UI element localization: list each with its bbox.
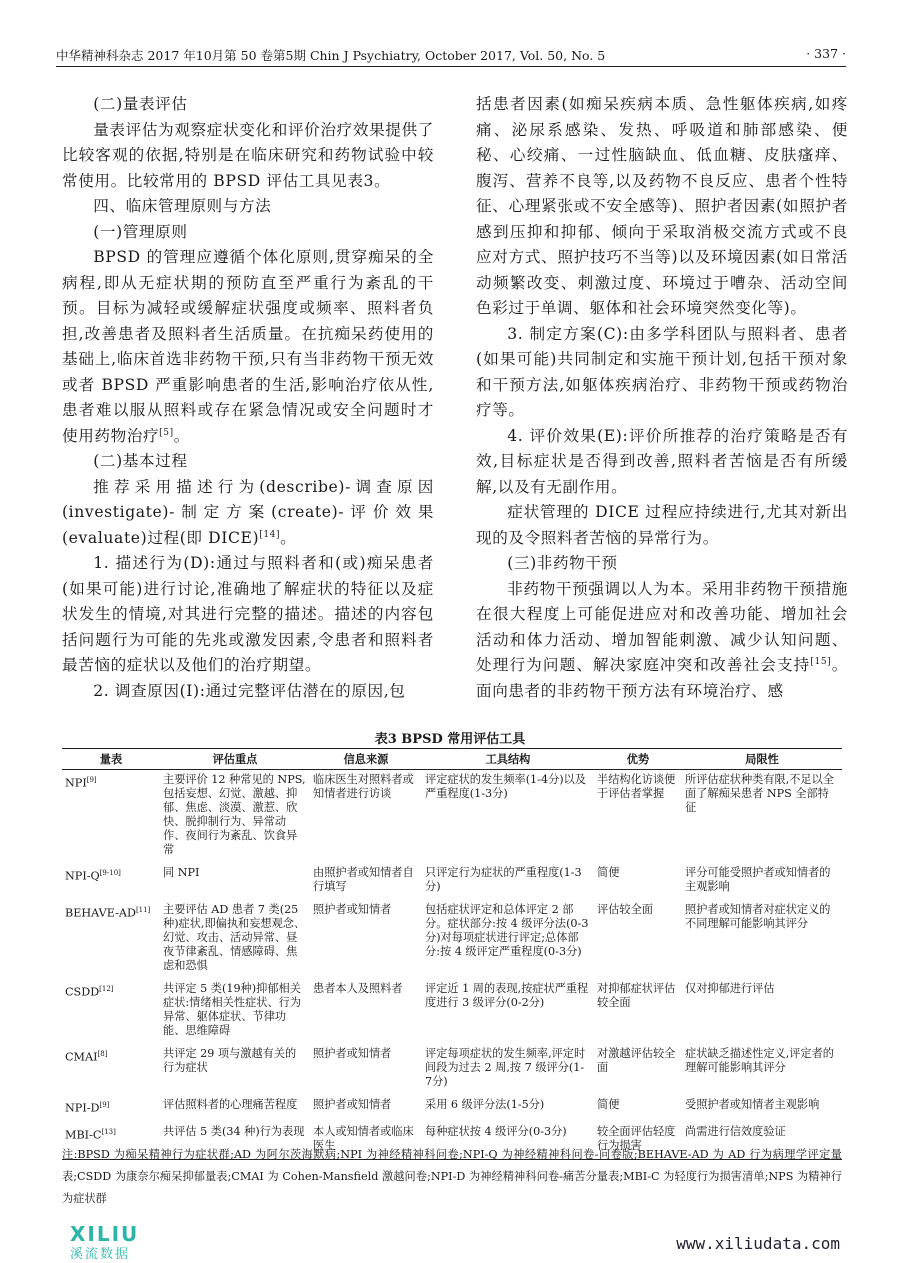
- cell-limit: 所评估症状种类有限,不足以全面了解痴呆患者 NPS 全部特征: [685, 773, 834, 814]
- paragraph: BPSD 的管理应遵循个体化原则,贯穿痴呆的全病程,即从无症状期的预防直至严重行为紊乱的干预。目标为减轻或缓解症状强度或频率、照料者负担,改善患者及照料者生活质量。在抗痴呆药使用的基础上,临床首选非药物干预,只有当非药物干预无效或者 BPSD 严重影响患者的生活,影响治疗依从性,患者难以服从照料或存在紧急情况或安全问题时才使用药物治疗[5]。: [62, 248, 434, 445]
- table-caption: 表3 BPSD 常用评估工具: [374, 732, 526, 747]
- cell-focus: 同 NPI: [163, 866, 200, 879]
- table-row: [62, 770, 842, 864]
- cell-source: 照护者或知情者: [313, 903, 392, 916]
- paragraph: 括患者因素(如痴呆疾病本质、急性躯体疾病,如疼痛、泌尿系感染、发热、呼吸道和肺部感染、便秘、心绞痛、一过性脑缺血、低血糖、皮肤瘙痒、腹泻、营养不良等,以及药物不良反应、患者个性特征、心理紧张或不安全感等)、照护者因素(如照护者感到压抑和抑郁、倾向于采取消极交流方式或不良应对方式、照护技巧不当等)以及环境因素(如日常活动频繁改变、刺激过度、环境过于嘈杂、活动空间色彩过于单调、躯体和社会环境突然变化等)。: [476, 95, 848, 317]
- scale-name: MBI-C[13]: [62, 1122, 160, 1160]
- cell-structure: 评定症状的发生频率(1-4分)以及严重程度(1-3分): [425, 773, 586, 800]
- column-header: 量表: [62, 749, 160, 770]
- paragraph: 非药物干预强调以人为本。采用非药物干预措施在很大程度上可能促进应对和改善功能、增加社会活动和体力活动、增加智能刺激、减少认知问题、处理行为问题、解决家庭冲突和改善社会支持[15]。面向患者的非药物干预方法有环境治疗、感: [476, 579, 848, 700]
- paragraph: (三)非药物干预: [507, 554, 618, 572]
- assessment-tools-table: [62, 748, 842, 1160]
- cell-structure: 只评定行为症状的严重程度(1-3分): [425, 866, 582, 893]
- cell-limit: 受照护者或知情者主观影响: [685, 1098, 820, 1111]
- column-header: 信息来源: [310, 749, 422, 770]
- paragraph: 四、临床管理原则与方法: [93, 197, 272, 215]
- cell-advantage: 半结构化访谈便于评估者掌握: [597, 773, 676, 800]
- cell-focus: 主要评价 12 种常见的 NPS,包括妄想、幻觉、激越、抑郁、焦虑、淡漠、激惹、欣快、脱抑制行为、异常动作、夜间行为紊乱、饮食异常: [163, 773, 306, 856]
- right-column: [476, 92, 848, 704]
- paragraph: 2. 调查原因(I):通过完整评估潜在的原因,包: [93, 681, 406, 700]
- cell-source: 由照护者或知情者自行填写: [313, 866, 414, 893]
- paragraph: 3. 制定方案(C):由多学科团队与照料者、患者(如果可能)共同制定和实施干预计划,包括干预对象和干预方法,如躯体疾病治疗、非药物干预或药物治疗等。: [476, 324, 848, 419]
- table-row: [62, 1044, 842, 1095]
- cell-focus: 评估照料者的心理痛苦程度: [163, 1098, 298, 1111]
- cell-advantage: 对激越评估较全面: [597, 1047, 676, 1074]
- cell-structure: 评定近 1 周的表现,按症状严重程度进行 3 级评分(0-2分): [425, 982, 589, 1009]
- paragraph: (一)管理原则: [93, 222, 188, 241]
- xiliu-logo: [62, 1222, 172, 1262]
- cell-limit: 仅对抑郁进行评估: [685, 982, 775, 995]
- paragraph: 症状管理的 DICE 过程应持续进行,尤其对新出现的及令照料者苦恼的异常行为。: [476, 503, 848, 547]
- cell-source: 照护者或知情者: [313, 1098, 392, 1111]
- table-row: [62, 1095, 842, 1122]
- table-row: [62, 863, 842, 900]
- logo-chinese: 溪流数据: [70, 1247, 131, 1262]
- cell-focus: 共评定 29 项与激越有关的行为症状: [163, 1047, 297, 1074]
- cell-advantage: 简便: [597, 866, 620, 879]
- scale-name: CSDD[12]: [65, 985, 114, 999]
- citation-ref: [5]: [159, 427, 174, 438]
- table-header-row: [62, 749, 842, 770]
- cell-structure: 采用 6 级评分法(1-5分): [425, 1098, 545, 1111]
- cell-advantage: 对抑郁症状评估较全面: [597, 982, 676, 1009]
- cell-advantage: 简便: [597, 1098, 620, 1111]
- paragraph: 1. 描述行为(D):通过与照料者和(或)痴呆患者(如果可能)进行讨论,准确地了解症状的特征以及症状发生的情境,对其进行完整的描述。描述的内容包括问题行为可能的先兆或激发因素,令患者和照料者最苦恼的症状以及他们的治疗期望。: [62, 554, 434, 674]
- scale-name: CMAI[8]: [65, 1050, 108, 1064]
- scale-name: BEHAVE-AD[11]: [65, 906, 151, 920]
- paragraph: 推荐采用描述行为(describe)-调查原因(investigate)-制定方案(create)-评价效果(evaluate)过程(即 DICE)[14]。: [62, 477, 434, 547]
- cell-focus: 主要评估 AD 患者 7 类(25种)症状,即偏执和妄想观念、幻觉、攻击、活动异常、昼夜节律紊乱、情感障碍、焦虑和恐惧: [163, 903, 306, 972]
- cell-limit: 症状缺乏描述性定义,评定者的理解可能影响其评分: [685, 1047, 834, 1074]
- cell-source: 患者本人及照料者: [313, 982, 403, 995]
- website-url: www.xiliudata.com: [676, 1234, 840, 1253]
- cell-structure: 评定每项症状的发生频率,评定时间段为过去 2 周,按 7 级评分(1-7分): [425, 1047, 586, 1088]
- cell-source: 本人或知情者或临床医生: [310, 1122, 422, 1160]
- cell-focus: 共评估 5 类(34 种)行为表现: [160, 1122, 310, 1160]
- cell-advantage: 较全面评估轻度行为损害: [594, 1122, 682, 1160]
- cell-structure: 包括症状评定和总体评定 2 部分。症状部分:按 4 级评分法(0-3分)对每项症状进行评定;总体部分:按 4 级评定严重程度(0-3分): [425, 903, 589, 958]
- scale-name: NPI-Q[9-10]: [65, 869, 121, 883]
- cell-advantage: 评估较全面: [597, 903, 653, 916]
- paragraph: (二)基本过程: [93, 452, 188, 470]
- table-row: [62, 979, 842, 1044]
- table-row: [62, 900, 842, 979]
- cell-limit: 评分可能受照护者或知情者的主观影响: [685, 866, 831, 893]
- table-note: 注:BPSD 为痴呆精神行为症状群;AD 为阿尔茨海默病;NPI 为神经精神科问卷;NPI-Q 为神经精神科问卷-问卷版;BEHAVE-AD 为 AD 行为病理学评定量表;CSDD 为康奈尔痴呆抑郁量表;CMAI 为 Cohen-Mansfield 激越问卷;NPI-D 为神经精神科问卷-痛苦分量表;MBI-C 为轻度行为损害清单;NPS 为精神行为症状群: [62, 1148, 842, 1205]
- paragraph: (二)量表评估: [93, 95, 188, 113]
- journal-citation: 中华精神科杂志 2017 年10月第 50 卷第5期 Chin J Psychiatry, October 2017, Vol. 50, No. 5: [56, 48, 606, 63]
- logo-brand: XILIU: [70, 1222, 140, 1246]
- column-header: 评估重点: [160, 749, 310, 770]
- running-header: [56, 44, 846, 64]
- cell-structure: 每种症状按 4 级评分(0-3分): [422, 1122, 594, 1160]
- column-header: 局限性: [682, 749, 842, 770]
- cell-source: 照护者或知情者: [313, 1047, 392, 1060]
- paragraph: 4. 评价效果(E):评价所推荐的治疗策略是否有效,目标症状是否得到改善,照料者苦恼是否有所缓解,以及有无副作用。: [476, 426, 848, 496]
- left-column: [62, 92, 434, 704]
- paragraph: 量表评估为观察症状变化和评价治疗效果提供了比较客观的依据,特别是在临床研究和药物试验中较常使用。比较常用的 BPSD 评估工具见表3。: [62, 120, 434, 190]
- page-number: · 337 ·: [806, 46, 846, 61]
- cell-focus: 共评定 5 类(19种)抑郁相关症状:情绪相关性症状、行为异常、躯体症状、节律功能、思维障碍: [163, 982, 302, 1037]
- cell-source: 临床医生对照料者或知情者进行访谈: [313, 773, 414, 800]
- cell-limit: 尚需进行信效度验证: [682, 1122, 842, 1160]
- header-rule: [56, 66, 846, 67]
- cell-limit: 照护者或知情者对症状定义的不同理解可能影响其评分: [685, 903, 831, 930]
- citation-ref: [14]: [259, 529, 281, 540]
- scale-name: NPI-D[9]: [65, 1101, 110, 1115]
- citation-ref: [15]: [810, 656, 832, 667]
- column-header: 优势: [594, 749, 682, 770]
- scale-name: NPI[9]: [65, 776, 97, 790]
- column-header: 工具结构: [422, 749, 594, 770]
